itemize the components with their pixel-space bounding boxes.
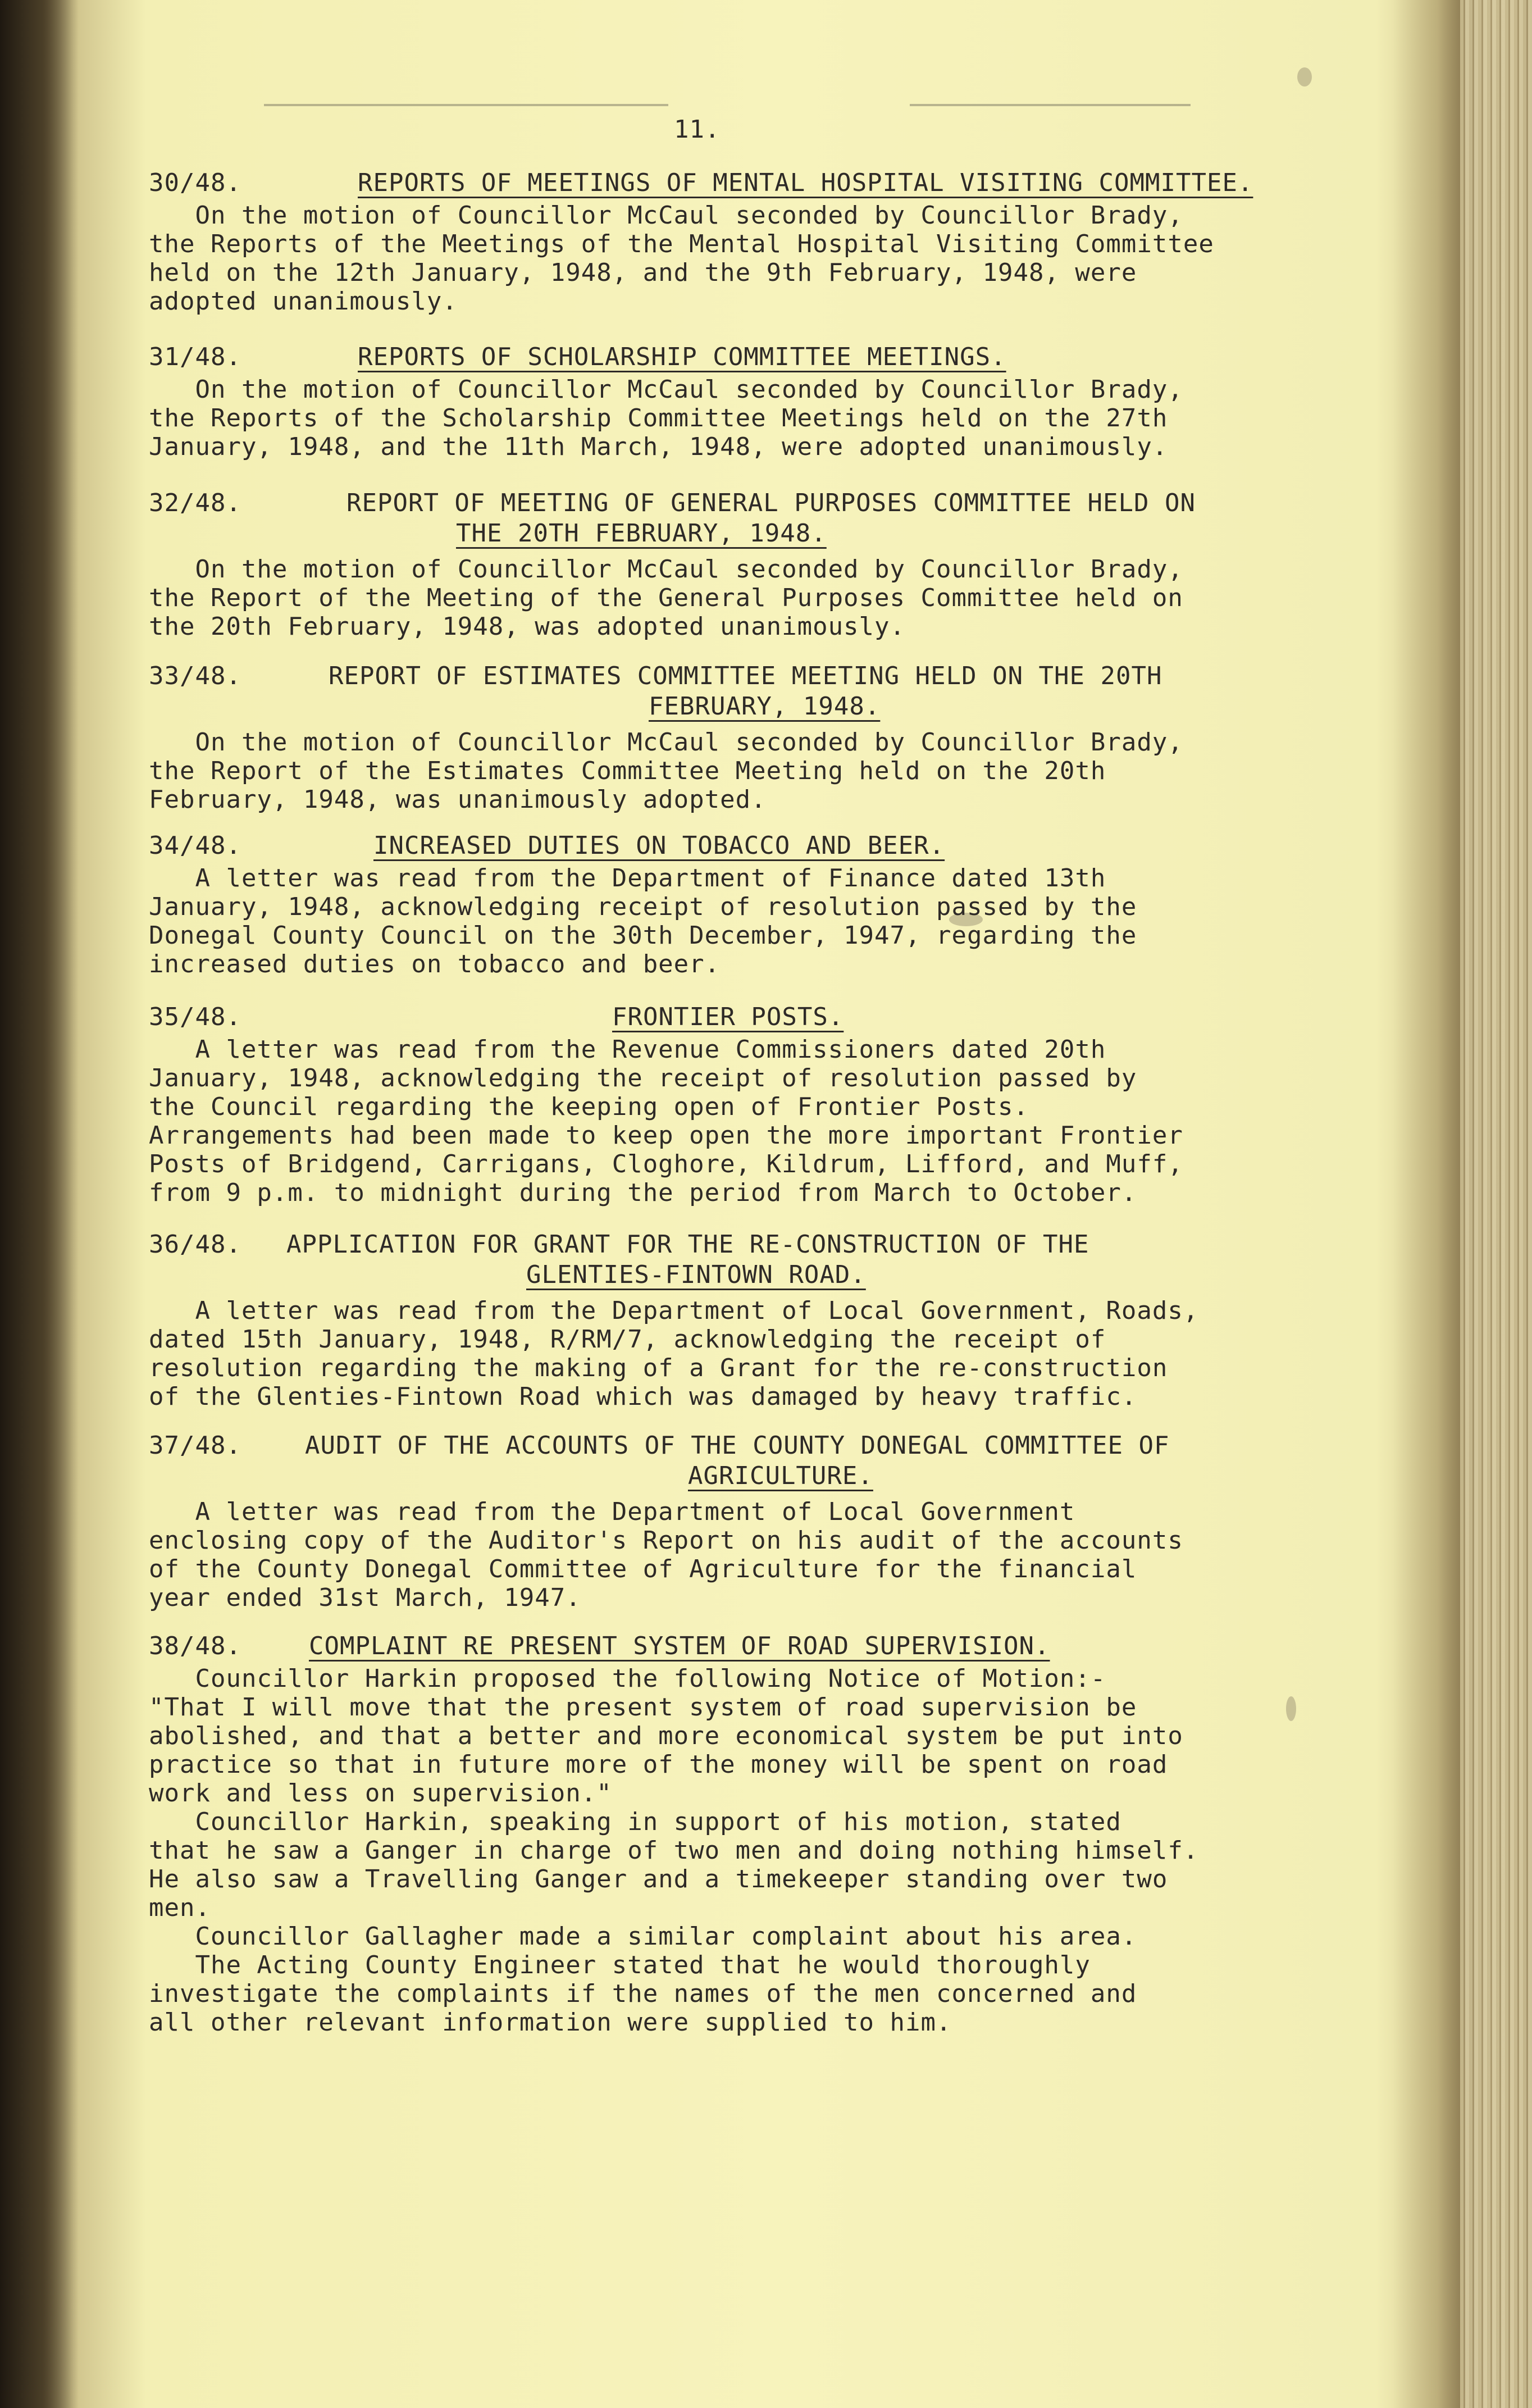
minute-line: February, 1948, was unanimously adopted. (149, 785, 767, 814)
minute-line: increased duties on tobacco and beer. (149, 950, 721, 978)
minute-body (149, 864, 1328, 978)
minute-line: Posts of Bridgend, Carrigans, Cloghore, Kildrum, Lifford, and Muff, (149, 1150, 1183, 1178)
minute-line: On the motion of Councillor McCaul seconded by Councillor Brady, (149, 375, 1183, 404)
minute-line: Councillor Gallagher made a similar complaint about his area. (149, 1922, 1137, 1951)
minute-number: 30/48. (149, 169, 241, 197)
minute-line: from 9 p.m. to midnight during the period from March to October. (149, 1178, 1137, 1207)
minute-line: On the motion of Councillor McCaul seconded by Councillor Brady, (149, 201, 1183, 230)
minute-line: that he saw a Ganger in charge of two men and doing nothing himself. (149, 1836, 1199, 1865)
minute-line: abolished, and that a better and more economical system be put into (149, 1722, 1183, 1750)
minute-line: January, 1948, and the 11th March, 1948, were adopted unanimously. (149, 433, 1168, 461)
minute-body (149, 555, 1328, 641)
minute-title: REPORT OF MEETING OF GENERAL PURPOSES COMMITTEE HELD ON (346, 489, 1196, 517)
minute-title: INCREASED DUTIES ON TOBACCO AND BEER. (373, 831, 945, 860)
page-stack-edge (1460, 0, 1532, 2408)
minute-line: January, 1948, acknowledging receipt of resolution passed by the (149, 893, 1137, 921)
minute-number: 37/48. (149, 1431, 241, 1460)
minute-body (149, 1497, 1328, 1612)
minute-title: REPORTS OF SCHOLARSHIP COMMITTEE MEETINGS. (358, 343, 1006, 371)
minute-line: the Reports of the Scholarship Committee Meetings held on the 27th (149, 404, 1168, 433)
minute-entry-34 (149, 831, 1328, 978)
minute-line: On the motion of Councillor McCaul seconded by Councillor Brady, (149, 555, 1183, 584)
minute-title-continued: FEBRUARY, 1948. (649, 692, 881, 721)
minute-line: January, 1948, acknowledging the receipt of resolution passed by (149, 1064, 1137, 1093)
minute-number: 33/48. (149, 662, 241, 690)
minute-line: A letter was read from the Department of Finance dated 13th (149, 864, 1106, 893)
minute-title-continued: GLENTIES-FINTOWN ROAD. (526, 1260, 866, 1289)
minute-title: APPLICATION FOR GRANT FOR THE RE-CONSTRUCTION OF THE (286, 1230, 1089, 1259)
binding-gutter (0, 0, 79, 2408)
minute-entry-36 (149, 1230, 1328, 1411)
minute-body (149, 1664, 1328, 2037)
minute-line: resolution regarding the making of a Grant for the re-construction (149, 1354, 1168, 1382)
minute-entry-31 (149, 343, 1328, 461)
minute-line: the Council regarding the keeping open of Frontier Posts. (149, 1093, 1029, 1121)
minute-number: 34/48. (149, 831, 241, 860)
minute-entry-37 (149, 1431, 1328, 1612)
minute-title: COMPLAINT RE PRESENT SYSTEM OF ROAD SUPERVISION. (309, 1632, 1050, 1660)
minute-line: He also saw a Travelling Ganger and a timekeeper standing over two (149, 1865, 1168, 1893)
minute-number: 36/48. (149, 1230, 241, 1259)
minute-line: the Report of the Estimates Committee Meeting held on the 20th (149, 757, 1106, 785)
minute-number: 32/48. (149, 489, 241, 517)
page-number: 11. (674, 115, 721, 144)
minute-line: held on the 12th January, 1948, and the 9th February, 1948, were (149, 258, 1137, 287)
minute-body (149, 1035, 1328, 1207)
minute-line: dated 15th January, 1948, R/RM/7, acknowledging the receipt of (149, 1325, 1106, 1354)
minute-entry-33 (149, 662, 1328, 814)
minute-line: the Reports of the Meetings of the Mental Hospital Visiting Committee (149, 230, 1214, 258)
minute-line: enclosing copy of the Auditor's Report on his audit of the accounts (149, 1526, 1183, 1555)
minute-line: of the County Donegal Committee of Agriculture for the financial (149, 1555, 1137, 1583)
minute-number: 31/48. (149, 343, 241, 371)
top-rule-right (910, 104, 1191, 106)
minute-line: men. (149, 1893, 211, 1922)
minute-line: Arrangements had been made to keep open the more important Frontier (149, 1121, 1183, 1150)
minute-line: of the Glenties-Fintown Road which was damaged by heavy traffic. (149, 1382, 1137, 1411)
paper-stain (1297, 67, 1312, 87)
minute-line: work and less on supervision." (149, 1779, 612, 1808)
minute-entry-38 (149, 1632, 1328, 2037)
minute-title: REPORTS OF MEETINGS OF MENTAL HOSPITAL VISITING COMMITTEE. (358, 169, 1253, 197)
minute-body (149, 375, 1328, 461)
minute-line: all other relevant information were supplied to him. (149, 2008, 952, 2037)
minute-entry-32 (149, 489, 1328, 641)
minute-title-continued: AGRICULTURE. (688, 1462, 873, 1490)
minute-entry-30 (149, 169, 1328, 316)
page-curl-shadow (1393, 0, 1466, 2408)
minute-title: REPORT OF ESTIMATES COMMITTEE MEETING HELD ON THE 20TH (329, 662, 1162, 690)
minute-line: Councillor Harkin proposed the following Notice of Motion:- (149, 1664, 1106, 1693)
minute-line: "That I will move that the present system of road supervision be (149, 1693, 1137, 1722)
minute-line: The Acting County Engineer stated that he would thoroughly (149, 1951, 1091, 1979)
minute-line: A letter was read from the Department of Local Government (149, 1497, 1075, 1526)
minute-title: FRONTIER POSTS. (612, 1003, 844, 1031)
minute-line: On the motion of Councillor McCaul seconded by Councillor Brady, (149, 728, 1183, 757)
minute-line: Councillor Harkin, speaking in support of his motion, stated (149, 1808, 1121, 1836)
minute-number: 38/48. (149, 1632, 241, 1660)
minute-line: Donegal County Council on the 30th December, 1947, regarding the (149, 921, 1137, 950)
top-rule-left (264, 104, 668, 106)
minute-line: A letter was read from the Department of Local Government, Roads, (149, 1296, 1199, 1325)
minute-body (149, 1296, 1328, 1411)
minute-line: A letter was read from the Revenue Commissioners dated 20th (149, 1035, 1106, 1064)
minute-title: AUDIT OF THE ACCOUNTS OF THE COUNTY DONEGAL COMMITTEE OF (305, 1431, 1170, 1460)
minute-number: 35/48. (149, 1003, 241, 1031)
minute-line: year ended 31st March, 1947. (149, 1583, 581, 1612)
minute-line: the Report of the Meeting of the General Purposes Committee held on (149, 584, 1183, 612)
minute-line: practice so that in future more of the money will be spent on road (149, 1750, 1168, 1779)
minute-entry-35 (149, 1003, 1328, 1207)
minute-body (149, 728, 1328, 814)
minute-line: adopted unanimously. (149, 287, 458, 316)
minute-title-continued: THE 20TH FEBRUARY, 1948. (456, 519, 827, 548)
minute-line: investigate the complaints if the names of the men concerned and (149, 1979, 1137, 2008)
minute-line: the 20th February, 1948, was adopted unanimously. (149, 612, 906, 641)
minute-body (149, 201, 1328, 316)
